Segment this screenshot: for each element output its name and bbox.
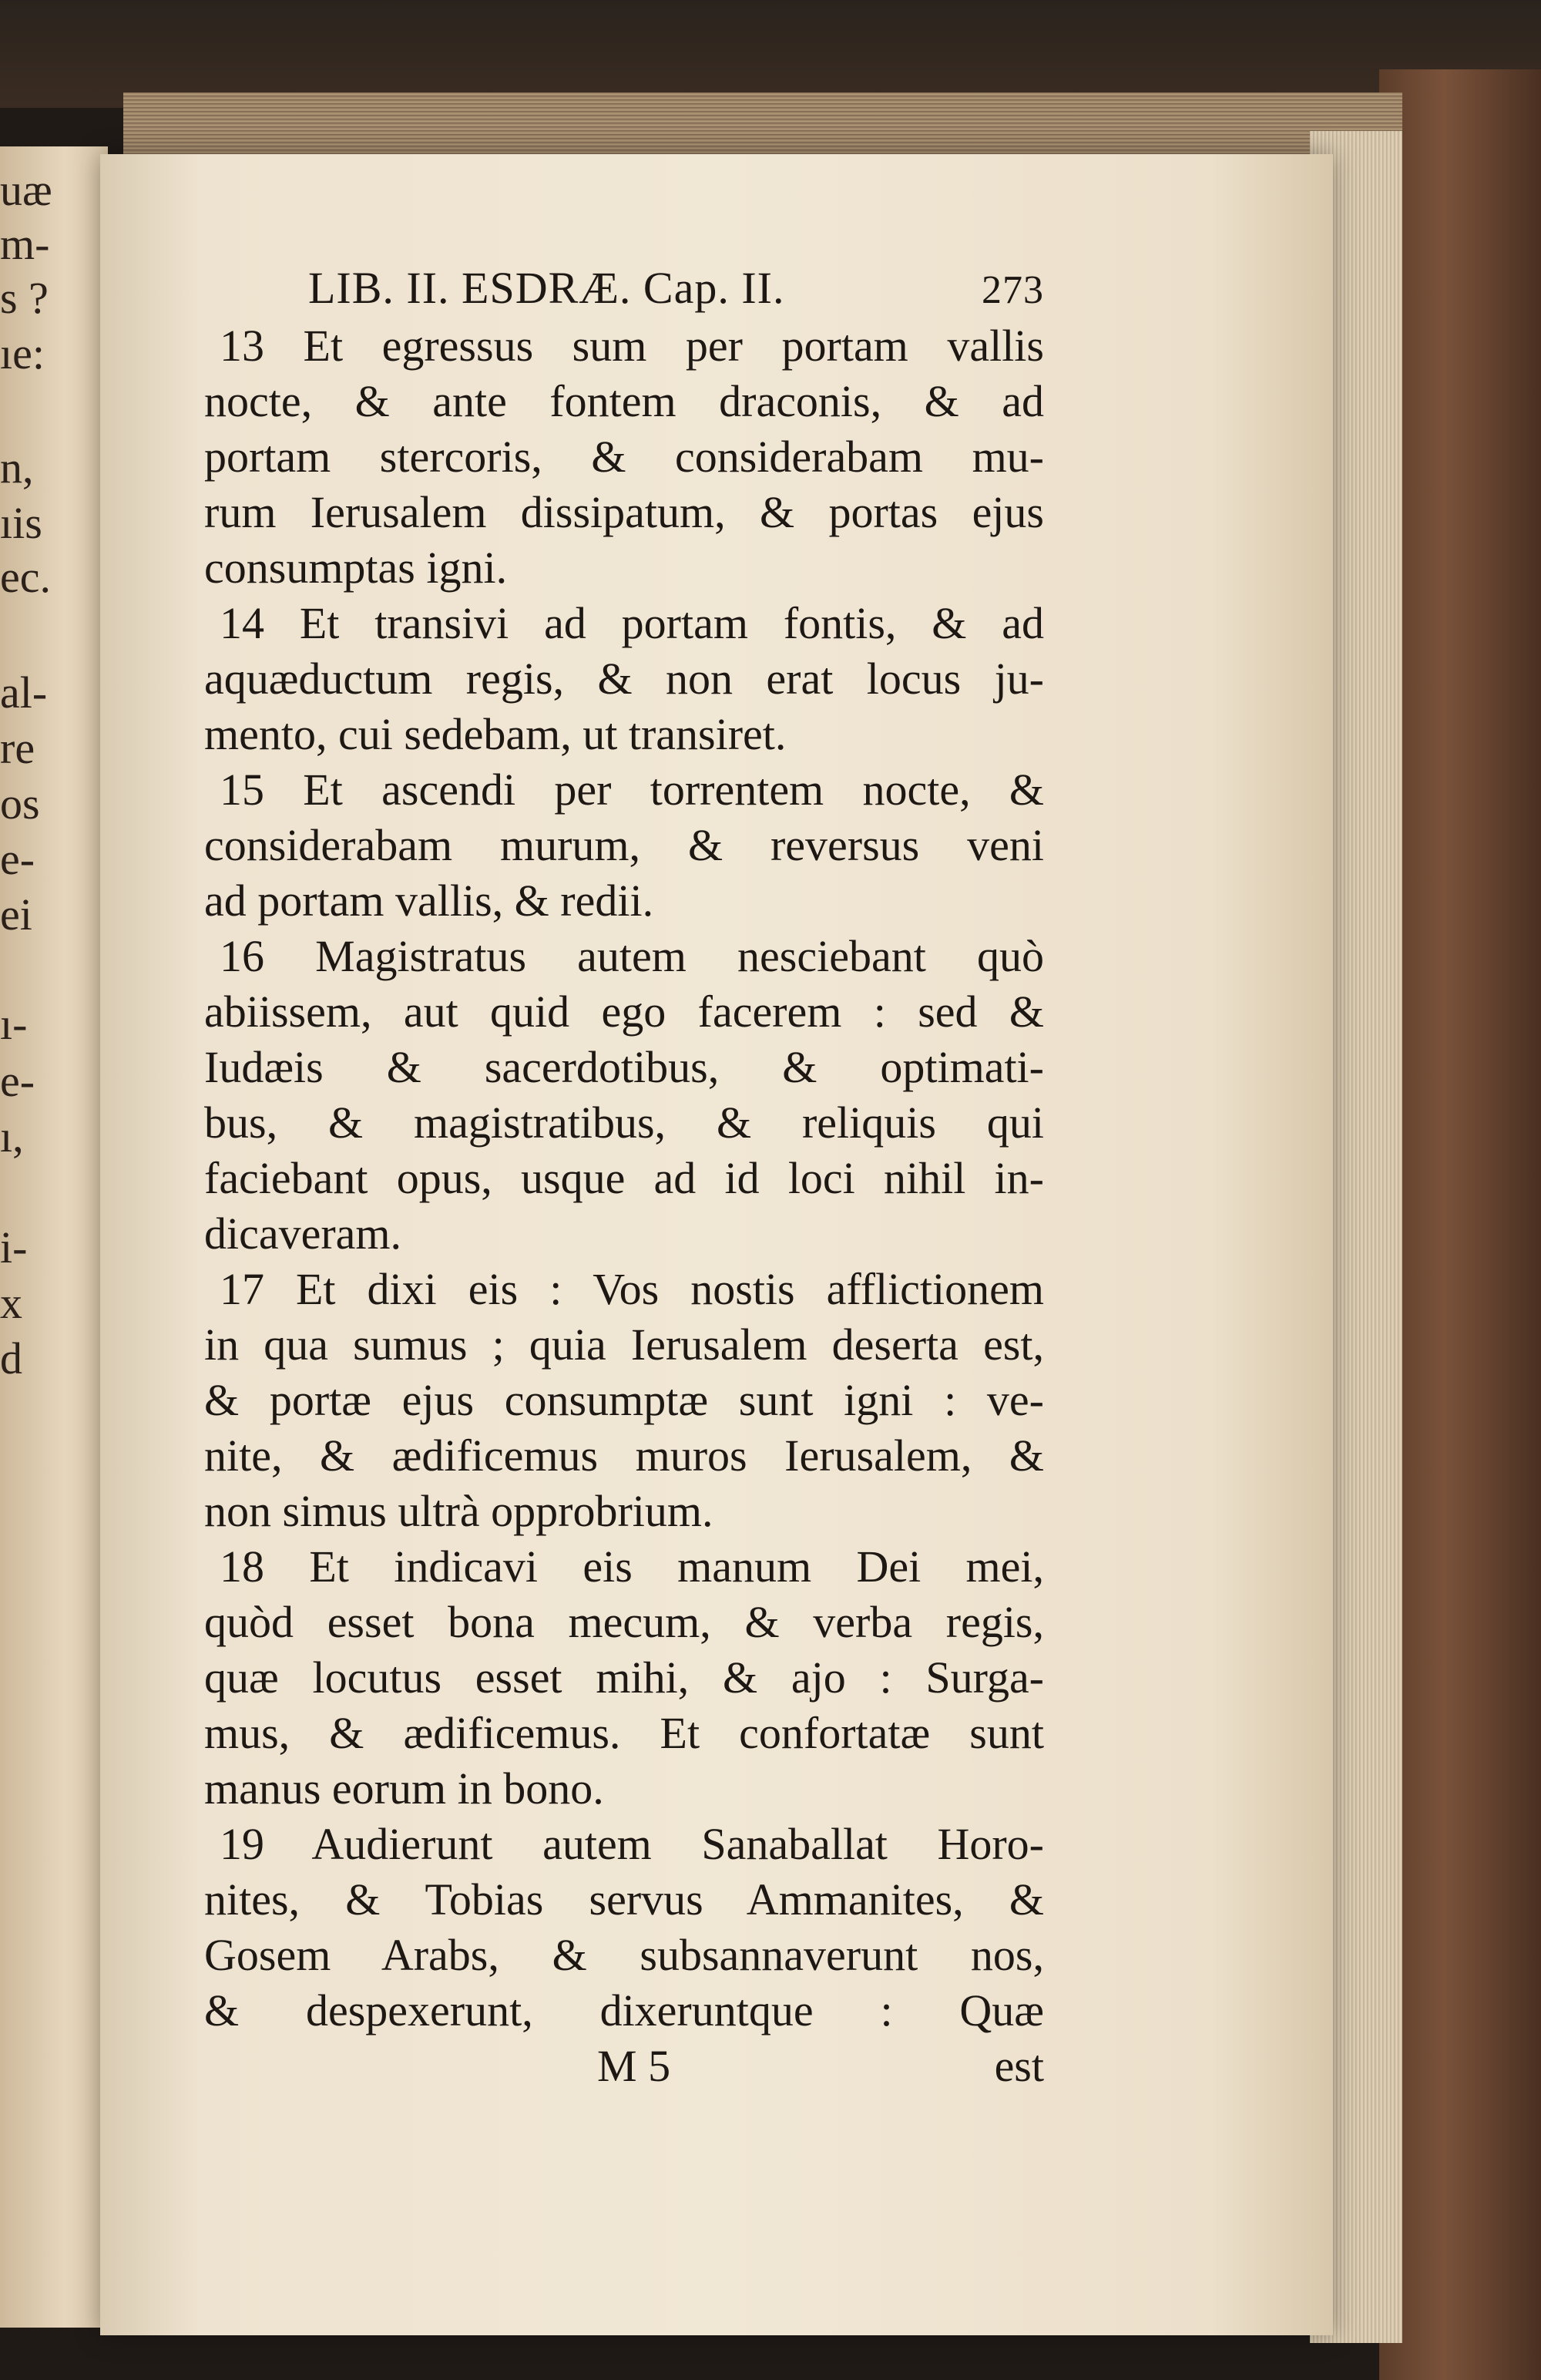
text-line: bus, & magistratibus, & reliquis qui bbox=[204, 1098, 1044, 1148]
text-line: 18 Et indicavi eis manum Dei mei, bbox=[220, 1541, 1044, 1592]
catchword: est bbox=[994, 2041, 1044, 2091]
page-text bbox=[204, 262, 1044, 2094]
text-line: 16 Magistratus autem nesciebant quò bbox=[220, 931, 1044, 981]
text-line: faciebant opus, usque ad id loci nihil in- bbox=[204, 1153, 1044, 1203]
text-line: dicaveram. bbox=[204, 1208, 402, 1259]
left-page-fragment: al- bbox=[0, 667, 48, 718]
running-head-title: LIB. II. ESDRÆ. Cap. II. bbox=[308, 263, 785, 313]
signature-mark: M 5 bbox=[597, 2041, 671, 2091]
left-page-fragment: i- bbox=[0, 1222, 28, 1272]
text-line: 14 Et transivi ad portam fontis, & ad bbox=[220, 598, 1044, 648]
text-line: ad portam vallis, & redii. bbox=[204, 876, 654, 926]
page-footer bbox=[204, 2039, 1044, 2094]
left-page-fragment: re bbox=[0, 723, 35, 773]
text-line: quòd esset bona mecum, & verba regis, bbox=[204, 1597, 1044, 1647]
text-line: manus eorum in bono. bbox=[204, 1763, 604, 1814]
text-line: mento, cui sedebam, ut transiret. bbox=[204, 709, 787, 759]
text-line: 19 Audierunt autem Sanaballat Horo- bbox=[220, 1819, 1044, 1869]
left-facing-page bbox=[0, 146, 108, 2328]
text-line: consumptas igni. bbox=[204, 543, 508, 593]
page-number: 273 bbox=[982, 268, 1044, 312]
left-page-fragment: ı- bbox=[0, 999, 28, 1049]
text-line: Iudæis & sacerdotibus, & optimati- bbox=[204, 1042, 1044, 1092]
left-page-fragment: e- bbox=[0, 1056, 35, 1106]
left-page-fragment: x bbox=[0, 1278, 22, 1328]
left-page-fragment: ıis bbox=[0, 498, 42, 548]
text-line: aquæductum regis, & non erat locus ju- bbox=[204, 654, 1044, 704]
text-line: nocte, & ante fontem draconis, & ad bbox=[204, 376, 1044, 426]
left-page-fragment: ei bbox=[0, 889, 32, 940]
text-line: mus, & ædificemus. Et confortatæ sunt bbox=[204, 1708, 1044, 1758]
text-line: in qua sumus ; quia Ierusalem deserta est, bbox=[204, 1319, 1044, 1370]
text-line: non simus ultrà opprobrium. bbox=[204, 1486, 713, 1536]
left-page-fragment: e- bbox=[0, 834, 35, 884]
left-page-fragment: m- bbox=[0, 219, 50, 269]
left-page-fragment: n, bbox=[0, 442, 34, 492]
text-line: portam stercoris, & considerabam mu- bbox=[204, 432, 1044, 482]
text-line: Gosem Arabs, & subsannaverunt nos, bbox=[204, 1930, 1044, 1980]
left-page-fragment: d bbox=[0, 1333, 22, 1383]
text-line: & despexerunt, dixeruntque : Quæ bbox=[204, 1985, 1044, 2035]
text-line: considerabam murum, & reversus veni bbox=[204, 820, 1044, 870]
text-line: abiissem, aut quid ego facerem : sed & bbox=[204, 987, 1044, 1037]
text-line: rum Ierusalem dissipatum, & portas ejus bbox=[204, 487, 1044, 537]
text-line: 13 Et egressus sum per portam vallis bbox=[220, 321, 1044, 371]
left-page-fragment: os bbox=[0, 778, 40, 829]
left-page-fragment: ec. bbox=[0, 552, 51, 602]
text-line: quæ locutus esset mihi, & ajo : Surga- bbox=[204, 1652, 1044, 1703]
book-background-top bbox=[0, 0, 1541, 108]
text-line: nites, & Tobias servus Ammanites, & bbox=[204, 1874, 1044, 1925]
left-page-fragment: ıe: bbox=[0, 328, 45, 378]
text-line: 17 Et dixi eis : Vos nostis afflictionem bbox=[220, 1264, 1044, 1314]
book-cover-edge bbox=[1379, 69, 1541, 2380]
text-line: & portæ ejus consumptæ sunt igni : ve- bbox=[204, 1375, 1044, 1425]
left-page-fragment: uæ bbox=[0, 165, 52, 215]
left-page-fragment: s ? bbox=[0, 273, 49, 323]
left-page-fragment: ı, bbox=[0, 1111, 24, 1161]
running-head bbox=[204, 262, 1044, 314]
text-line: nite, & ædificemus muros Ierusalem, & bbox=[204, 1430, 1044, 1481]
text-line: 15 Et ascendi per torrentem nocte, & bbox=[220, 765, 1044, 815]
